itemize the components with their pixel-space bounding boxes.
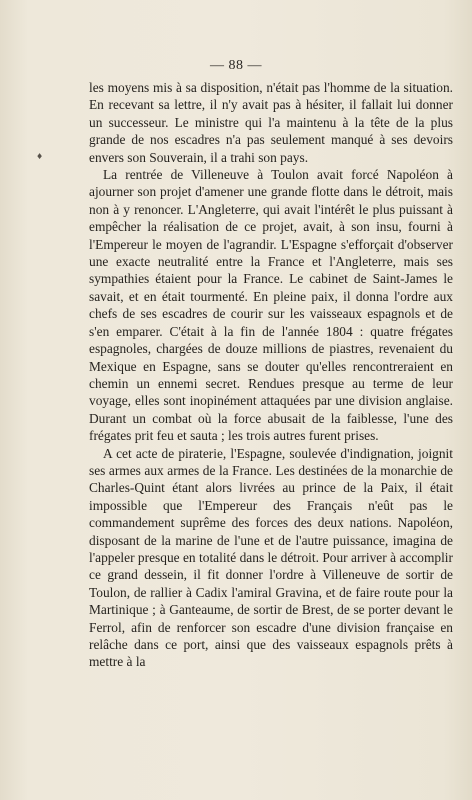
margin-ornament-icon: ♦ [36,152,44,161]
paragraph-villeneuve-toulon: La rentrée de Villeneuve à Toulon avait forcé Napoléon à ajourner son projet d'amener une grande flotte dans le détroit, mais non à y renoncer. L'Angleterre, qui avait l'intérêt le plus puissant à empêcher la réalisation de ce projet, avait, à son insu, fourni à l'Empereur le moyen de l'agrandir. L'Espagne s'efforçait d'observer une exacte neutralité entre la France et l'Angleterre, mais ses sympathies étaient pour la France. Le cabinet de Saint-James le savait, et en était tourmenté. En pleine paix, il donna l'ordre aux chefs de ses escadres de courir sur les vaisseaux espagnols et de s'en emparer. C'était à la fin de l'année 1804 : quatre frégates espagnoles, chargées de douze millions de piastres, revenaient du Mexique en Espagne, sans se douter qu'elles rencontreraient en chemin un ennemi secret. Rendues presque au terme de leur voyage, elles sont inopinément attaquées par une division anglaise. Durant un combat où la force abusait de la faiblesse, l'une des frégates prit feu et sauta ; les trois autres furent prises. [89,167,453,444]
page-number: — 88 — [210,58,262,73]
body-text [89,79,453,671]
paragraph-piraterie: A cet acte de piraterie, l'Espagne, soulevée d'indignation, joignit ses armes aux armes de la France. Les destinées de la monarchie de Charles-Quint étant alors livrées au prince de la Paix, il était impossible que l'Empereur des Français n'eût pas le commandement suprême des forces des deux nations. Napoléon, disposant de la marine de l'une et de l'autre puissance, imagina de l'appeler presque en totalité dans le détroit. Pour arriver à accomplir ce grand dessein, il fit donner l'ordre à Villeneuve de sortir de Toulon, de rallier à Cadix l'amiral Gravina, et de faire route pour la Martinique ; à Ganteaume, de sortir de Brest, de se porter devant le Ferrol, afin de renforcer son escadre d'une division française en relâche dans ce port, ainsi que des vaisseaux espagnols prêts à mettre à la [89,445,453,670]
paragraph-continuation: les moyens mis à sa disposition, n'était pas l'homme de la situation. En recevant sa lettre, il n'y avait pas à hésiter, il fallait lui donner un successeur. Le ministre qui l'a maintenu à la tête de la plus grande de nos escadres n'a pas seulement manqué à ses devoirs envers son Souverain, il a trahi son pays. [89,80,453,165]
